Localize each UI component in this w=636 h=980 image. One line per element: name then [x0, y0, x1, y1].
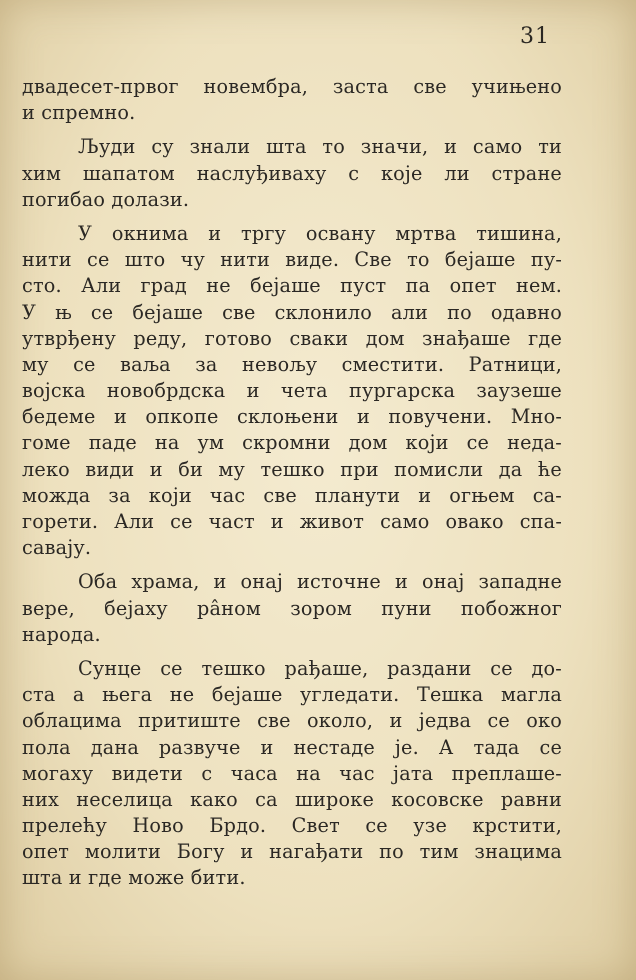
text-line: пола дана развуче и нестаде је. А тада се [22, 735, 562, 759]
text-line: У окнима и тргу освану мртва тишина, [78, 221, 562, 245]
text-line: му се ваља за невољу сместити. Ратници, [22, 352, 562, 376]
text-line: прелећу Ново Брдо. Свет се узе крстити, [22, 814, 562, 838]
text-line: Оба храма, и онај источне и онај западне [78, 570, 562, 594]
text-line: Сунце се тешко рађаше, раздани се до- [78, 656, 562, 680]
paragraph-3 [22, 221, 562, 561]
text-line: можда за који час све планути и огњем са- [22, 483, 562, 507]
paragraph-5 [22, 656, 562, 892]
text-line: сто. Али град не бејаше пуст па опет нем. [22, 274, 562, 298]
text-line: вере, бејаху рâном зором пуни побожног [22, 596, 562, 620]
text-line: утврђену реду, готово сваки дом знађаше где [22, 326, 562, 350]
text-line: У њ се бејаше све склонило али по одавно [22, 300, 562, 324]
paragraph-1 [22, 74, 562, 126]
text-line: бедеме и опкопе склоњени и повучени. Мно- [22, 405, 562, 429]
text-line: народа. [22, 622, 101, 646]
text-line: леко види и би му тешко при помисли да ће [22, 457, 562, 481]
text-line: савају. [22, 536, 92, 560]
text-line: могаху видети с часа на час јата преплаше- [22, 761, 562, 785]
text-line: опет молити Богу и нагађати по тим знацима [22, 840, 562, 864]
text-line: облацима притиште све около, и једва се око [22, 709, 562, 733]
text-line: нити се што чу нити виде. Све то бејаше пу- [22, 248, 562, 272]
paragraph-2 [22, 134, 562, 213]
text-line: погибао долази. [22, 187, 190, 211]
text-line: них неселица како са широке косовске равни [22, 787, 562, 811]
text-line: Људи су знали шта то значи, и само ти [78, 135, 562, 159]
paragraph-4 [22, 569, 562, 648]
text-line: хим шапатом наслуђиваху с које ли стране [22, 161, 562, 185]
body-text [22, 74, 562, 900]
text-line: ста а њега не бејаше угледати. Тешка магла [22, 683, 562, 707]
text-line: шта и где може бити. [22, 866, 246, 890]
text-line: гоме паде на ум скромни дом који се неда- [22, 431, 562, 455]
text-line: горети. Али се част и живот само овако спа- [22, 510, 562, 533]
page-number: 31 [520, 24, 550, 49]
text-line: и спремно. [22, 101, 136, 125]
text-line: двадесет-првог новембра, заста све учињено [22, 75, 562, 98]
text-line: војска новобрдска и чета пургарска заузеше [22, 379, 562, 403]
